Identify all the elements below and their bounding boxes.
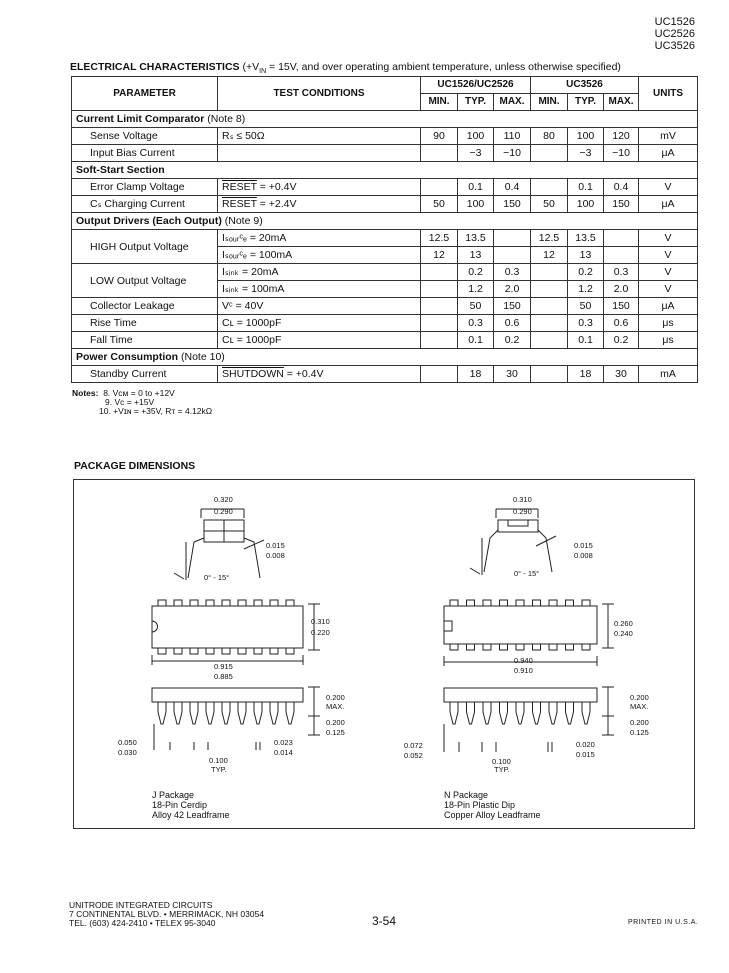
cell-b-typ: −3 bbox=[568, 145, 604, 162]
section-current-limit bbox=[72, 111, 698, 128]
ec-title-bold: ELECTRICAL CHARACTERISTICS bbox=[70, 61, 240, 73]
cell-test-condition: Iₛₒᵤᵣᶜₑ = 20mA bbox=[218, 230, 421, 247]
footer-line: UNITRODE INTEGRATED CIRCUITS bbox=[69, 900, 213, 910]
j-side-view bbox=[152, 687, 320, 750]
cell-b-max: 0.2 bbox=[604, 332, 639, 349]
j-end-min: 0.030 bbox=[118, 748, 137, 757]
n-pin-side bbox=[516, 702, 524, 724]
j-pin-side bbox=[286, 702, 294, 724]
cell-test-condition: Cʟ = 1000pF bbox=[218, 332, 421, 349]
cell-a-max: 0.3 bbox=[494, 264, 531, 281]
n-pin-side bbox=[467, 702, 475, 724]
cell-units: μA bbox=[639, 298, 698, 315]
n-pin-bottom bbox=[549, 644, 557, 650]
cell-units: mA bbox=[639, 366, 698, 383]
n-pitch: 0.100 bbox=[492, 757, 511, 766]
cell-a-typ: 18 bbox=[458, 366, 494, 383]
notes-label: Notes: bbox=[72, 388, 99, 398]
n-pin-side bbox=[549, 702, 557, 724]
page-number: 3-54 bbox=[372, 914, 397, 928]
table-row bbox=[72, 128, 698, 145]
cell-a-max bbox=[494, 247, 531, 264]
n-pin-bottom bbox=[467, 644, 475, 650]
n-height-max-label: MAX. bbox=[630, 702, 649, 711]
condition-value: = +2.4V bbox=[256, 198, 297, 210]
cell-b-typ: 0.1 bbox=[568, 179, 604, 196]
table-row bbox=[72, 332, 698, 349]
cell-units: μs bbox=[639, 315, 698, 332]
table-row bbox=[72, 179, 698, 196]
header-min: MIN. bbox=[531, 94, 568, 111]
j-pitch: 0.100 bbox=[209, 756, 228, 765]
cell-parameter: Standby Current bbox=[72, 366, 218, 383]
cell-b-typ: 0.1 bbox=[568, 332, 604, 349]
n-pin-top bbox=[566, 600, 574, 606]
n-pin-top bbox=[450, 600, 458, 606]
cell-a-min: 12.5 bbox=[421, 230, 458, 247]
j-pin-bottom bbox=[254, 648, 262, 654]
section-row bbox=[72, 111, 698, 128]
cell-test-condition: Iₛᵢₙₖ = 20mA bbox=[218, 264, 421, 281]
n-pin-side bbox=[500, 702, 508, 724]
j-pin-top bbox=[190, 600, 198, 606]
ec-title-sub: IN bbox=[259, 68, 267, 76]
printed-in: PRINTED IN U.S.A. bbox=[628, 919, 699, 926]
cell-a-typ: 100 bbox=[458, 128, 494, 145]
cell-a-min bbox=[421, 366, 458, 383]
j-pin-bottom bbox=[286, 648, 294, 654]
section-row bbox=[72, 213, 698, 230]
cell-units: V bbox=[639, 264, 698, 281]
section-title: Power Consumption bbox=[76, 351, 179, 363]
j-seat-max: 0.200 bbox=[326, 718, 345, 727]
header-min: MIN. bbox=[421, 94, 458, 111]
cell-test-condition bbox=[218, 196, 421, 213]
cell-units: V bbox=[639, 247, 698, 264]
n-end-max: 0.072 bbox=[404, 741, 423, 750]
cell-a-max bbox=[494, 230, 531, 247]
j-pin-bottom bbox=[158, 648, 166, 654]
cell-parameter: Fall Time bbox=[72, 332, 218, 349]
j-pin-top bbox=[222, 600, 230, 606]
n-length-max: 0.940 bbox=[514, 656, 533, 665]
cell-a-min bbox=[421, 264, 458, 281]
j-pin-top bbox=[158, 600, 166, 606]
caption-line: 18-Pin Cerdip bbox=[152, 800, 208, 810]
j-pin-top bbox=[174, 600, 182, 606]
n-pin-top bbox=[467, 600, 475, 606]
condition-value: = +0.4V bbox=[283, 368, 324, 380]
note-item: 8. Vᴄᴍ = 0 to +12V bbox=[103, 388, 175, 398]
cell-b-typ: 0.3 bbox=[568, 315, 604, 332]
j-pin-side bbox=[238, 702, 246, 724]
cell-b-typ: 13.5 bbox=[568, 230, 604, 247]
j-pin-top bbox=[206, 600, 214, 606]
j-pin-top bbox=[270, 600, 278, 606]
cell-units: mV bbox=[639, 128, 698, 145]
electrical-characteristics-table bbox=[71, 76, 698, 383]
j-pin-side bbox=[174, 702, 182, 724]
cell-test-condition: Iₛₒᵤᵣᶜₑ = 100mA bbox=[218, 247, 421, 264]
n-seat-min: 0.125 bbox=[630, 728, 649, 737]
cell-parameter: HIGH Output Voltage bbox=[72, 230, 218, 264]
cell-test-condition: Vᶜ = 40V bbox=[218, 298, 421, 315]
cell-a-typ: 0.1 bbox=[458, 332, 494, 349]
section-note: (Note 9) bbox=[221, 215, 263, 227]
n-pin-top bbox=[516, 600, 524, 606]
n-pin-bottom bbox=[483, 644, 491, 650]
condition-signal: RESET bbox=[222, 181, 257, 193]
j-seat-min: 0.125 bbox=[326, 728, 345, 737]
cell-a-min bbox=[421, 298, 458, 315]
j-lead-angle: 0° - 15° bbox=[204, 573, 230, 582]
j-top-width-max: 0.320 bbox=[214, 495, 233, 504]
n-lead-thick-min: 0.008 bbox=[574, 551, 593, 560]
n-body-width-min: 0.240 bbox=[614, 629, 633, 638]
j-body-width-max: 0.310 bbox=[311, 617, 330, 626]
j-package-caption bbox=[152, 790, 230, 820]
cell-test-condition: Cʟ = 1000pF bbox=[218, 315, 421, 332]
cell-a-max: 150 bbox=[494, 196, 531, 213]
cell-b-typ: 50 bbox=[568, 298, 604, 315]
cell-a-max: 110 bbox=[494, 128, 531, 145]
cell-a-min bbox=[421, 315, 458, 332]
n-top-width-max: 0.310 bbox=[513, 495, 532, 504]
cell-b-typ: 100 bbox=[568, 128, 604, 145]
cell-test-condition: Rₛ ≤ 50Ω bbox=[218, 128, 421, 145]
cell-units: V bbox=[639, 179, 698, 196]
cell-b-typ: 100 bbox=[568, 196, 604, 213]
cell-b-min bbox=[531, 366, 568, 383]
table-row bbox=[72, 196, 698, 213]
table-row bbox=[72, 298, 698, 315]
footer-line: TEL. (603) 424-2410 • TELEX 95-3040 bbox=[69, 918, 216, 928]
part-number: UC1526 bbox=[654, 16, 695, 28]
ec-title-rest: (+V bbox=[239, 61, 260, 73]
j-lead-thick-min: 0.008 bbox=[266, 551, 285, 560]
cell-a-min: 90 bbox=[421, 128, 458, 145]
cell-b-min bbox=[531, 315, 568, 332]
caption-line: Copper Alloy Leadframe bbox=[444, 810, 541, 820]
cell-units: μA bbox=[639, 145, 698, 162]
n-pin-bottom bbox=[566, 644, 574, 650]
cell-b-max: 2.0 bbox=[604, 281, 639, 298]
j-pin-width-min: 0.014 bbox=[274, 748, 293, 757]
cell-a-min bbox=[421, 332, 458, 349]
j-length-max: 0.915 bbox=[214, 662, 233, 671]
cell-b-max bbox=[604, 230, 639, 247]
j-lead-thick-max: 0.015 bbox=[266, 541, 285, 550]
header-group-uc3526: UC3526 bbox=[531, 77, 639, 94]
section-note: (Note 10) bbox=[178, 351, 225, 363]
n-body-width-max: 0.260 bbox=[614, 619, 633, 628]
n-pin-top bbox=[533, 600, 541, 606]
n-pin-side bbox=[533, 702, 541, 724]
cell-a-max: 0.6 bbox=[494, 315, 531, 332]
n-length-min: 0.910 bbox=[514, 666, 533, 675]
part-numbers bbox=[655, 16, 695, 52]
cell-parameter: Rise Time bbox=[72, 315, 218, 332]
footer-company bbox=[69, 901, 264, 928]
cell-b-max: 150 bbox=[604, 298, 639, 315]
j-pitch-typ: TYP. bbox=[211, 765, 227, 774]
j-pin-top bbox=[254, 600, 262, 606]
cell-parameter: Sense Voltage bbox=[72, 128, 218, 145]
n-end-view bbox=[470, 509, 556, 575]
n-pin-side bbox=[483, 702, 491, 724]
part-number: UC2526 bbox=[654, 28, 695, 40]
n-package-caption bbox=[444, 790, 541, 820]
cell-units: μs bbox=[639, 332, 698, 349]
n-pin-bottom bbox=[500, 644, 508, 650]
cell-a-max: −10 bbox=[494, 145, 531, 162]
cell-b-min bbox=[531, 145, 568, 162]
cell-a-typ: −3 bbox=[458, 145, 494, 162]
j-pin-bottom bbox=[206, 648, 214, 654]
section-title: Soft-Start Section bbox=[76, 164, 165, 176]
cell-a-typ: 100 bbox=[458, 196, 494, 213]
j-pin-side bbox=[222, 702, 230, 724]
cell-b-max: 120 bbox=[604, 128, 639, 145]
table-header-row bbox=[72, 77, 698, 94]
header-group-uc1526: UC1526/UC2526 bbox=[421, 77, 531, 94]
cell-a-typ: 13 bbox=[458, 247, 494, 264]
header-parameter: PARAMETER bbox=[72, 77, 218, 111]
cell-b-min bbox=[531, 281, 568, 298]
cell-a-min bbox=[421, 281, 458, 298]
j-pin-top bbox=[286, 600, 294, 606]
cell-a-max: 0.4 bbox=[494, 179, 531, 196]
j-pin-top bbox=[238, 600, 246, 606]
section-row bbox=[72, 162, 698, 179]
note-item: 10. +Vɪɴ = +35V, Rᴛ = 4.12kΩ bbox=[99, 406, 213, 416]
section-row bbox=[72, 349, 698, 366]
n-pitch-typ: TYP. bbox=[494, 765, 510, 774]
cell-a-max: 150 bbox=[494, 298, 531, 315]
cell-b-min: 12.5 bbox=[531, 230, 568, 247]
cell-test-condition bbox=[218, 179, 421, 196]
cell-units: μA bbox=[639, 196, 698, 213]
cell-a-max: 30 bbox=[494, 366, 531, 383]
cell-b-max: −10 bbox=[604, 145, 639, 162]
table-row bbox=[72, 315, 698, 332]
j-height-max: 0.200 bbox=[326, 693, 345, 702]
j-length-min: 0.885 bbox=[214, 672, 233, 681]
section-output-drivers bbox=[72, 213, 698, 230]
j-pin-bottom bbox=[222, 648, 230, 654]
cell-b-min bbox=[531, 298, 568, 315]
section-title: Output Drivers (Each Output) bbox=[76, 215, 222, 227]
cell-test-condition bbox=[218, 366, 421, 383]
cell-a-min: 12 bbox=[421, 247, 458, 264]
n-lead-angle: 0° - 15° bbox=[514, 569, 540, 578]
n-height-max: 0.200 bbox=[630, 693, 649, 702]
header-typ: TYP. bbox=[568, 94, 604, 111]
condition-value: = +0.4V bbox=[256, 181, 297, 193]
note-item: 9. Vᴄ = +15V bbox=[105, 397, 155, 407]
cell-test-condition: Iₛᵢₙₖ = 100mA bbox=[218, 281, 421, 298]
package-dimensions-title: PACKAGE DIMENSIONS bbox=[74, 460, 196, 472]
j-end-view bbox=[174, 509, 264, 580]
cell-b-min: 80 bbox=[531, 128, 568, 145]
n-pin-bottom bbox=[516, 644, 524, 650]
j-pin-bottom bbox=[190, 648, 198, 654]
j-top-view bbox=[152, 604, 320, 665]
cell-b-max bbox=[604, 247, 639, 264]
footer-line: 7 CONTINENTAL BLVD. • MERRIMACK, NH 03054 bbox=[69, 909, 265, 919]
section-note: (Note 8) bbox=[204, 113, 246, 125]
ec-title bbox=[70, 61, 621, 75]
cell-b-max: 0.6 bbox=[604, 315, 639, 332]
j-pin-bottom bbox=[174, 648, 182, 654]
cell-a-min bbox=[421, 179, 458, 196]
package-drawings bbox=[74, 480, 696, 830]
n-pin-width-max: 0.020 bbox=[576, 740, 595, 749]
part-number: UC3526 bbox=[654, 40, 695, 52]
cell-b-min bbox=[531, 179, 568, 196]
n-pin-top bbox=[483, 600, 491, 606]
n-top-width-min: 0.290 bbox=[513, 507, 532, 516]
j-pin-width-max: 0.023 bbox=[274, 738, 293, 747]
caption-line: Alloy 42 Leadframe bbox=[152, 810, 230, 820]
table-row bbox=[72, 366, 698, 383]
section-soft-start bbox=[72, 162, 698, 179]
cell-a-typ: 1.2 bbox=[458, 281, 494, 298]
header-test-conditions: TEST CONDITIONS bbox=[218, 77, 421, 111]
j-height-max-label: MAX. bbox=[326, 702, 345, 711]
cell-units: V bbox=[639, 230, 698, 247]
caption-line: 18-Pin Plastic Dip bbox=[444, 800, 516, 810]
j-pin-side bbox=[190, 702, 198, 724]
cell-a-max: 0.2 bbox=[494, 332, 531, 349]
n-pin-bottom bbox=[582, 644, 590, 650]
cell-units: V bbox=[639, 281, 698, 298]
condition-signal: SHUTDOWN bbox=[222, 368, 284, 380]
n-pin-top bbox=[549, 600, 557, 606]
cell-b-typ: 18 bbox=[568, 366, 604, 383]
cell-b-min bbox=[531, 264, 568, 281]
cell-b-typ: 0.2 bbox=[568, 264, 604, 281]
cell-b-min bbox=[531, 332, 568, 349]
cell-b-max: 150 bbox=[604, 196, 639, 213]
n-end-min: 0.052 bbox=[404, 751, 423, 760]
cell-a-typ: 0.2 bbox=[458, 264, 494, 281]
cell-b-min: 50 bbox=[531, 196, 568, 213]
cell-parameter: Input Bias Current bbox=[72, 145, 218, 162]
cell-b-typ: 13 bbox=[568, 247, 604, 264]
cell-a-max: 2.0 bbox=[494, 281, 531, 298]
cell-test-condition bbox=[218, 145, 421, 162]
cell-a-min bbox=[421, 145, 458, 162]
section-title: Current Limit Comparator bbox=[76, 113, 205, 125]
j-pin-side bbox=[270, 702, 278, 724]
cell-a-typ: 0.1 bbox=[458, 179, 494, 196]
j-pin-bottom bbox=[270, 648, 278, 654]
j-pin-side bbox=[206, 702, 214, 724]
n-seat-max: 0.200 bbox=[630, 718, 649, 727]
cell-b-min: 12 bbox=[531, 247, 568, 264]
section-power bbox=[72, 349, 698, 366]
notes bbox=[72, 389, 212, 416]
n-pin-width-min: 0.015 bbox=[576, 750, 595, 759]
cell-a-typ: 13.5 bbox=[458, 230, 494, 247]
n-pin-side bbox=[566, 702, 574, 724]
header-units: UNITS bbox=[639, 77, 698, 111]
cell-b-typ: 1.2 bbox=[568, 281, 604, 298]
n-pin-side bbox=[582, 702, 590, 724]
n-pin-top bbox=[500, 600, 508, 606]
header-max: MAX. bbox=[604, 94, 639, 111]
n-pin-bottom bbox=[533, 644, 541, 650]
cell-parameter: Collector Leakage bbox=[72, 298, 218, 315]
cell-b-max: 30 bbox=[604, 366, 639, 383]
header-typ: TYP. bbox=[458, 94, 494, 111]
cell-a-typ: 0.3 bbox=[458, 315, 494, 332]
n-pin-top bbox=[582, 600, 590, 606]
cell-a-typ: 50 bbox=[458, 298, 494, 315]
cell-a-min: 50 bbox=[421, 196, 458, 213]
n-pin-side bbox=[450, 702, 458, 724]
table-row bbox=[72, 264, 698, 281]
caption-line: N Package bbox=[444, 790, 489, 800]
dimension-labels bbox=[118, 495, 649, 774]
j-body-width-min: 0.220 bbox=[311, 628, 330, 637]
ec-title-end: = 15V, and over operating ambient temperature, unless otherwise specified) bbox=[266, 61, 621, 73]
cell-b-max: 0.4 bbox=[604, 179, 639, 196]
j-end-max: 0.050 bbox=[118, 738, 137, 747]
n-pin-bottom bbox=[450, 644, 458, 650]
j-pin-side bbox=[158, 702, 166, 724]
table-row bbox=[72, 145, 698, 162]
caption-line: J Package bbox=[152, 790, 195, 800]
n-lead-thick-max: 0.015 bbox=[574, 541, 593, 550]
cell-parameter: Cₛ Charging Current bbox=[72, 196, 218, 213]
j-pin-side bbox=[254, 702, 262, 724]
cell-parameter: LOW Output Voltage bbox=[72, 264, 218, 298]
cell-parameter: Error Clamp Voltage bbox=[72, 179, 218, 196]
cell-b-max: 0.3 bbox=[604, 264, 639, 281]
header-max: MAX. bbox=[494, 94, 531, 111]
j-top-width-min: 0.290 bbox=[214, 507, 233, 516]
table-row bbox=[72, 230, 698, 247]
package-dimensions-box bbox=[73, 479, 695, 829]
j-pin-bottom bbox=[238, 648, 246, 654]
condition-signal: RESET bbox=[222, 198, 257, 210]
